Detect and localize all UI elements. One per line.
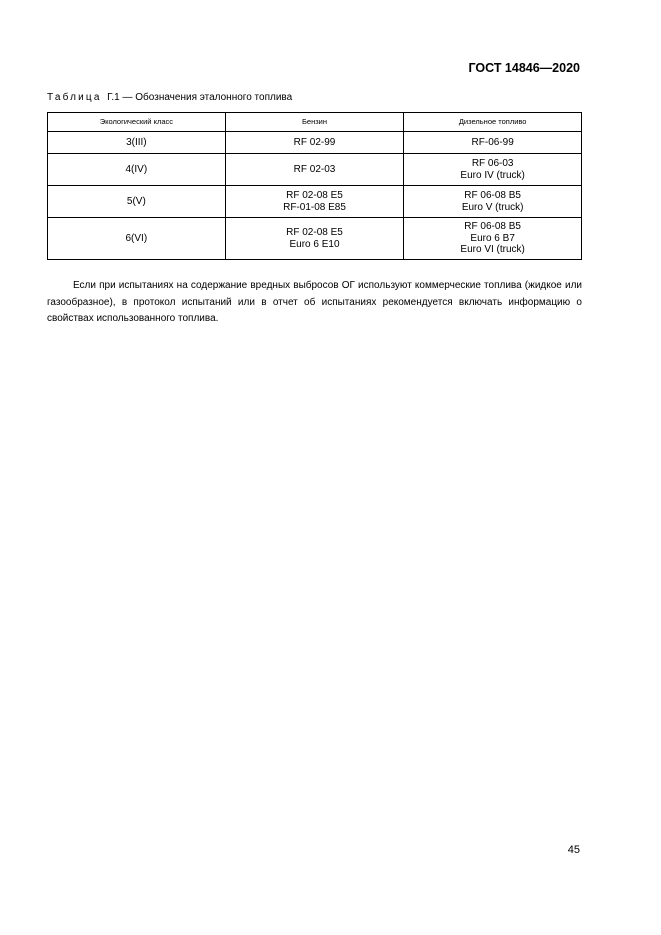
reference-fuel-table — [47, 112, 582, 260]
cell-diesel — [404, 186, 582, 218]
caption-prefix: Таблица — [47, 92, 102, 103]
table-row — [48, 154, 582, 186]
cell-line: RF 02-08 E5 — [286, 190, 343, 201]
cell-line: Euro IV (truck) — [460, 169, 525, 181]
cell-eco-class: 4(IV) — [48, 154, 226, 186]
cell-line: RF 02-08 E5 — [286, 227, 343, 238]
cell-petrol — [225, 132, 404, 154]
cell-line: RF 06-08 B5 — [464, 190, 521, 201]
cell-diesel — [404, 218, 582, 260]
column-header-petrol: Бензин — [225, 113, 404, 132]
column-header-diesel: Дизельное топливо — [404, 113, 582, 132]
body-paragraph: Если при испытаниях на содержание вредных выбросов ОГ используют коммерческие топлива (жидкое или газообразное), в протокол испытаний или в отчет об испытаниях рекомендуется включать информацию о свойствах использованного топлива. — [47, 280, 582, 324]
cell-line: Euro 6 E10 — [289, 238, 340, 250]
cell-line: RF-06-99 — [471, 136, 514, 148]
cell-line: Euro V (truck) — [461, 201, 524, 213]
cell-line: RF 02-99 — [293, 136, 336, 148]
cell-line: RF 02-03 — [293, 163, 336, 175]
cell-line: RF 06-03 — [471, 158, 514, 169]
cell-petrol — [225, 186, 404, 218]
document-id: ГОСТ 14846—2020 — [468, 61, 580, 75]
table-header-row — [48, 113, 582, 132]
table-row — [48, 186, 582, 218]
cell-line: Euro VI (truck) — [460, 244, 525, 256]
page-number: 45 — [567, 844, 580, 856]
cell-eco-class: 5(V) — [48, 186, 226, 218]
cell-petrol — [225, 154, 404, 186]
cell-diesel — [404, 132, 582, 154]
caption-title: — Обозначения эталонного топлива — [122, 92, 293, 103]
cell-line: RF-01-08 E85 — [283, 201, 346, 213]
cell-diesel — [404, 154, 582, 186]
cell-petrol — [225, 218, 404, 260]
caption-number: Г.1 — [107, 92, 120, 103]
cell-line: RF 06-08 B5 — [464, 221, 521, 233]
cell-eco-class: 3(III) — [48, 132, 226, 154]
cell-eco-class: 6(VI) — [48, 218, 226, 260]
table-caption — [47, 92, 292, 103]
table-row — [48, 218, 582, 260]
cell-line: Euro 6 B7 — [470, 232, 515, 244]
table-row — [48, 132, 582, 154]
column-header-eco-class: Экологический класс — [48, 113, 226, 132]
